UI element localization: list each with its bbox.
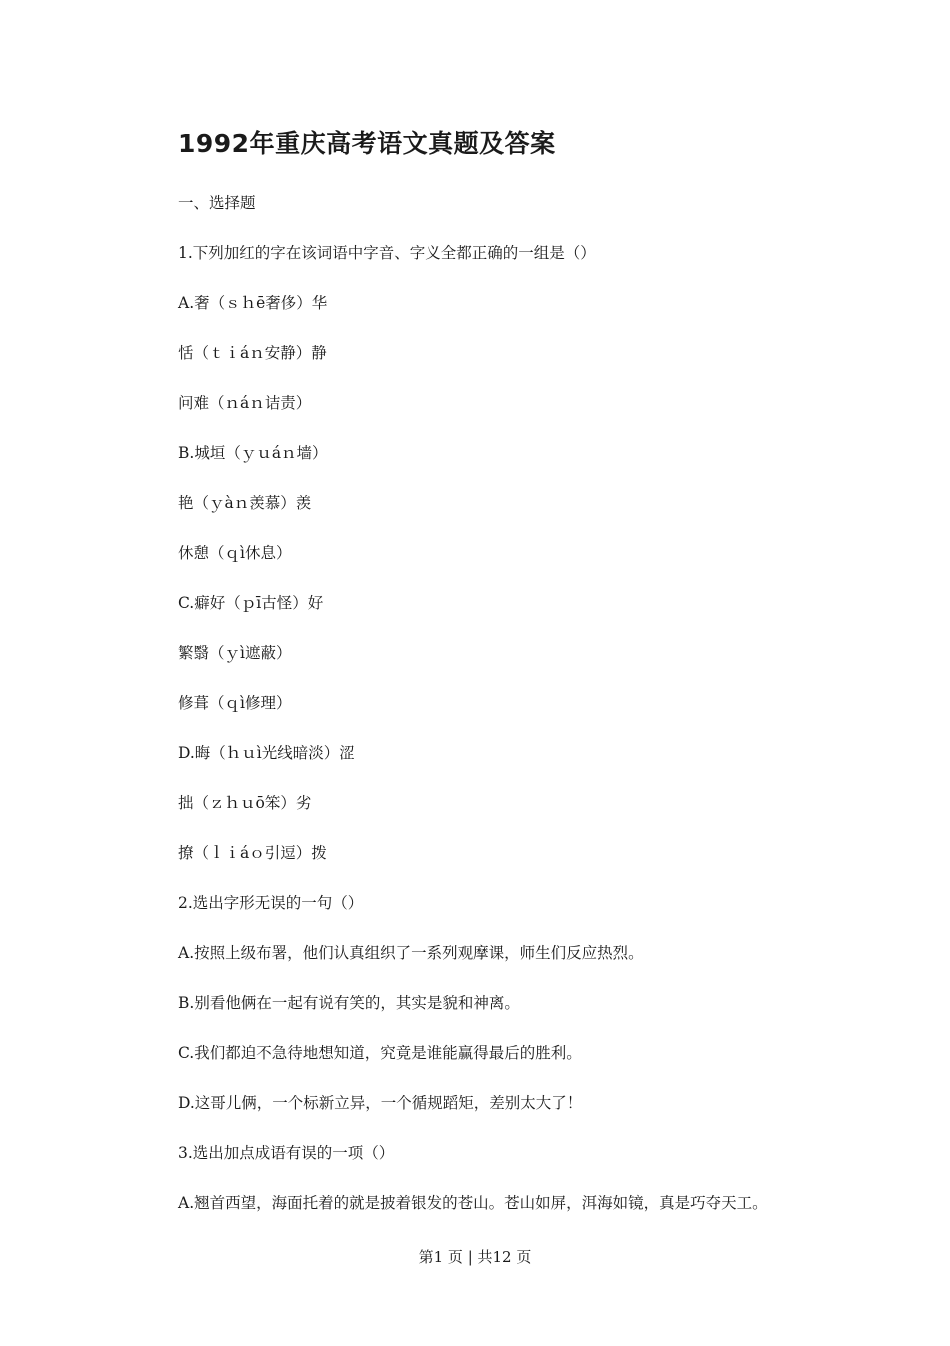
- page-footer: 第1 页 | 共12 页: [418, 1248, 532, 1266]
- option-c-line-3: 修葺（ｑì修理）: [178, 694, 292, 712]
- question-2-stem: 2.选出字形无误的一句（）: [178, 894, 364, 912]
- question-2-option-c: C.我们都迫不急待地想知道，究竟是谁能赢得最后的胜利。: [178, 1044, 582, 1062]
- page-title: 1992年重庆高考语文真题及答案: [178, 129, 556, 158]
- question-2-option-a: A.按照上级布署，他们认真组织了一系列观摩课，师生们反应热烈。: [178, 944, 644, 962]
- option-b-line-2: 艳（ｙàｎ羡慕）羡: [178, 494, 312, 512]
- option-d-line-3: 撩（ｌｉáｏ引逗）拨: [178, 844, 327, 862]
- question-1-stem: 1.下列加红的字在该词语中字音、字义全都正确的一组是（）: [178, 244, 596, 262]
- option-c-line-2: 繁翳（ｙì遮蔽）: [178, 644, 292, 662]
- question-3-stem: 3.选出加点成语有误的一项（）: [178, 1144, 395, 1162]
- option-a-line-2: 恬（ｔｉáｎ安静）静: [178, 344, 327, 362]
- option-d-line-2: 拙（ｚｈｕō笨）劣: [178, 794, 312, 812]
- option-b-line-3: 休憩（ｑì休息）: [178, 544, 292, 562]
- question-2-option-b: B.别看他俩在一起有说有笑的，其实是貌和神离。: [178, 994, 520, 1012]
- option-a-line-3: 问难（ｎáｎ诘责）: [178, 394, 312, 412]
- option-a-line-1: A.奢（ｓｈē奢侈）华: [178, 294, 328, 312]
- option-b-line-1: B.城垣（ｙｕáｎ墙）: [178, 444, 328, 462]
- question-2-option-d: D.这哥儿俩，一个标新立异，一个循规蹈矩，差别太大了！: [178, 1094, 583, 1112]
- option-c-line-1: C.癖好（ｐī古怪）好: [178, 594, 324, 612]
- section-heading: 一、选择题: [178, 194, 256, 212]
- option-d-line-1: D.晦（ｈｕì光线暗淡）涩: [178, 744, 355, 762]
- question-3-option-a: A.翘首西望，海面托着的就是披着银发的苍山。苍山如屏，洱海如镜，真是巧夺天工。: [178, 1194, 768, 1212]
